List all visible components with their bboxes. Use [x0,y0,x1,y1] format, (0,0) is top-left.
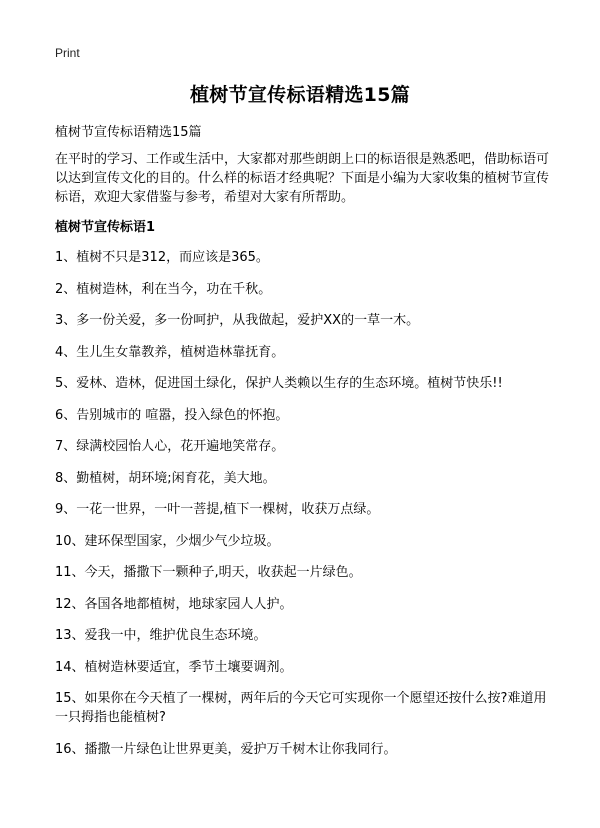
slogan-item: 14、植树造林要适宜，季节土壤要调剂。 [55,659,293,675]
slogan-item: 15、如果你在今天植了一棵树，两年后的今天它可实现你一个愿望还按什么按?难道用一只拇指也能植树? [55,691,547,725]
slogan-item: 12、各国各地都植树，地球家园人人护。 [55,596,293,612]
slogan-item: 4、生儿生女靠教养，植树造林靠抚育。 [55,344,285,360]
slogan-item: 7、绿满校园怡人心，花开遍地笑常存。 [55,439,285,454]
page-title: 植树节宣传标语精选15篇 [189,84,411,106]
slogan-item: 10、建环保型国家，少烟少气少垃圾。 [55,533,280,549]
slogan-item: 6、告别城市的 喧嚣，投入绿色的怀抱。 [55,407,289,423]
slogan-item: 11、今天，播撒下一颗种子,明天，收获起一片绿色。 [55,565,362,580]
slogan-item: 1、植树不只是312，而应该是365。 [55,250,269,265]
slogan-item: 9、一花一世界，一叶一菩提,植下一棵树，收获万点绿。 [55,502,380,517]
slogan-item: 16、播撒一片绿色让世界更美，爱护万千树木让你我同行。 [55,741,397,757]
print-link[interactable]: Print [55,46,80,60]
slogan-item: 8、勤植树，胡环境;闲育花，美大地。 [55,470,276,486]
intro-paragraph: 在平时的学习、工作或生活中，大家都对那些朗朗上口的标语很是熟悉吧，借助标语可以达到宣传文化的目的。什么样的标语才经典呢？下面是小编为大家收集的植树节宣传标语，欢迎大家借鉴与参考，希望对大家有所帮助。 [55,152,550,205]
subtitle: 植树节宣传标语精选15篇 [55,125,202,140]
slogan-list [55,248,555,771]
slogan-item: 3、多一份关爱，多一份呵护，从我做起，爱护XX的一草一木。 [55,313,420,328]
section-heading: 植树节宣传标语1 [55,220,156,235]
slogan-item: 2、植树造林，利在当今，功在千秋。 [55,281,272,297]
slogan-item: 13、爱我一中，维护优良生态环境。 [55,628,267,643]
slogan-item: 5、爱林、造林，促进国土绿化，保护人类赖以生存的生态环境。植树节快乐!! [55,376,503,391]
